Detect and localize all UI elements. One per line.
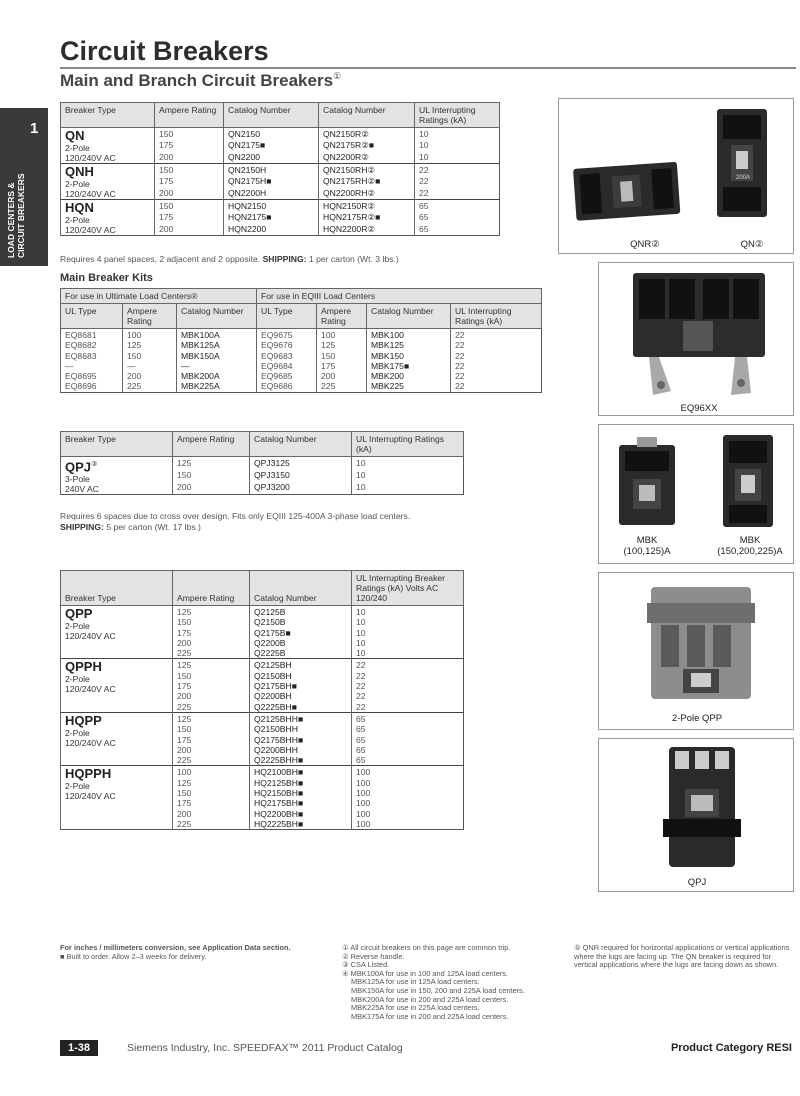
caption-mbk-2: MBK (150,200,225)A <box>717 535 783 557</box>
publisher-text: Siemens Industry, Inc. SPEEDFAX™ 2011 Product Catalog <box>127 1042 403 1054</box>
catalog-number: Q2200BHH <box>250 745 352 755</box>
table-row <box>61 712 464 724</box>
catalog-number-r: HQN2150R② <box>319 200 415 213</box>
catalog-number: QN2150H <box>224 164 319 177</box>
catalog-number-r: HQN2175R②■ <box>319 212 415 223</box>
kits-cell: 200 <box>317 371 367 381</box>
breaker-type-name: HQPPH <box>65 766 112 782</box>
catalog-number-r: QN2150RH② <box>319 164 415 177</box>
ul-rating: 10 <box>352 606 464 618</box>
catalog-number: QN2200H <box>224 188 319 200</box>
photo-mbk <box>598 424 794 564</box>
catalog-number: HQ2125BH■ <box>250 778 352 788</box>
kits-cell: MBK200 <box>367 371 451 381</box>
section-tab <box>0 108 48 266</box>
kits-cell: MBK150 <box>367 351 451 361</box>
caption-eq96xx: EQ96XX <box>680 403 718 414</box>
col-catalog-number-r: Catalog Number <box>319 103 415 128</box>
ampere-rating: 225 <box>173 648 250 659</box>
kits-cell: EQ9675 <box>257 329 317 341</box>
ampere-rating: 225 <box>173 702 250 713</box>
kits-cell: — <box>123 361 177 371</box>
table-row <box>61 164 500 177</box>
ul-rating: 22 <box>415 176 500 187</box>
footnote-line: MBK125A for use in 125A load centers. <box>351 977 480 987</box>
kits-cell: 150 <box>317 351 367 361</box>
catalog-number: QPJ3125 <box>250 457 352 471</box>
ampere-rating: 175 <box>173 798 250 808</box>
ampere-rating: 200 <box>155 188 224 200</box>
qpp-col-header: Breaker Type <box>61 571 173 606</box>
breaker-type-cell <box>61 659 173 712</box>
kits-eqiii-head: For use in EQIII Load Centers <box>257 289 542 304</box>
catalog-number: HQ2150BH■ <box>250 788 352 798</box>
ul-rating: 100 <box>352 809 464 819</box>
ampere-rating: 125 <box>173 457 250 471</box>
ul-rating: 10 <box>415 128 500 141</box>
qpj-col-header: Catalog Number <box>250 432 352 457</box>
catalog-number: QPJ3150 <box>250 470 352 482</box>
product-category: Product Category RESI <box>670 1042 792 1054</box>
kits-cell: 22 <box>451 351 542 361</box>
catalog-number: QN2175H■ <box>224 176 319 187</box>
footnote-left: For inches / millimeters conversion, see Application Data section. ■ Built to order. Allow 2–3 weeks for delivery. <box>60 943 291 961</box>
col-breaker-type: Breaker Type <box>61 103 155 128</box>
kits-cell: MBK100A <box>177 329 257 341</box>
kits-col-header: UL Type <box>257 304 317 329</box>
kits-heading: Main Breaker Kits <box>60 272 153 284</box>
catalog-number: Q2125BHH■ <box>250 712 352 724</box>
caption-mbk-1: MBK (100,125)A <box>623 535 671 557</box>
breaker-type-name: QNH <box>65 164 94 179</box>
kits-cell: EQ9684 <box>257 361 317 371</box>
kits-cell: 22 <box>451 361 542 371</box>
catalog-number: HQ2175BH■ <box>250 798 352 808</box>
ul-rating: 10 <box>352 457 464 471</box>
breaker-type-cell <box>61 606 173 659</box>
ampere-rating: 125 <box>173 606 250 618</box>
ampere-rating: 225 <box>173 819 250 830</box>
page-subtitle: Main and Branch Circuit Breakers① <box>60 71 342 90</box>
breaker-type-name: HQN <box>65 200 94 215</box>
caption-qpp: 2-Pole QPP <box>671 713 723 724</box>
kits-cell: EQ8695 <box>61 371 123 381</box>
kits-col-header: Ampere Rating <box>123 304 177 329</box>
catalog-number-r: QN2200RH② <box>319 188 415 200</box>
section-tab-label: LOAD CENTERS & CIRCUIT BREAKERS <box>6 173 26 258</box>
ul-rating: 10 <box>415 140 500 151</box>
kits-cell: EQ8682 <box>61 340 123 350</box>
catalog-number: Q2150BH <box>250 671 352 681</box>
breaker-voltage: 120/240V AC <box>65 631 116 641</box>
footnote-right: ⑤ QNR required for horizontal applications or vertical applications where the lugs are facing up. The QN breaker is required for vertical applications where the lugs are facing down as shown. <box>574 943 790 970</box>
kits-cell: MBK100 <box>367 329 451 341</box>
breaker-voltage: 120/240V AC <box>65 684 116 695</box>
table-row <box>61 340 542 350</box>
footnote-line: ④ MBK100A for use in 100 and 125A load centers. <box>342 968 509 978</box>
kits-cell: 225 <box>317 381 367 392</box>
qpp-illustration <box>599 573 795 731</box>
catalog-number: Q2125BH <box>250 659 352 671</box>
catalog-number: Q2175BH■ <box>250 681 352 691</box>
ampere-rating: 175 <box>155 212 224 223</box>
catalog-number: Q2200B <box>250 638 352 648</box>
ampere-rating: 200 <box>173 638 250 648</box>
ul-rating: 100 <box>352 798 464 808</box>
photo-eq96xx <box>598 262 794 416</box>
breaker-type-name: HQPP <box>65 712 102 728</box>
breaker-poles: 2-Pole <box>65 621 90 631</box>
catalog-number-r: QN2200R② <box>319 152 415 164</box>
main-breaker-kits-table <box>60 288 542 393</box>
footnote-line: MBK150A for use in 150, 200 and 225A load centers. <box>351 985 525 995</box>
breaker-voltage: 120/240V AC <box>65 791 116 802</box>
table-row <box>61 457 464 471</box>
ampere-rating: 150 <box>173 470 250 482</box>
catalog-number-r: QN2150R② <box>319 128 415 141</box>
catalog-number: HQN2150 <box>224 200 319 213</box>
breaker-voltage: 240V AC <box>65 484 99 495</box>
ul-rating: 65 <box>352 712 464 724</box>
page-number: 1-38 <box>60 1040 98 1056</box>
ampere-rating: 125 <box>173 712 250 724</box>
kits-cell: MBK150A <box>177 351 257 361</box>
kits-cell: 125 <box>317 340 367 350</box>
catalog-number: HQN2200 <box>224 224 319 236</box>
kits-col-header: UL Type <box>61 304 123 329</box>
caption-qpj: QPJ <box>687 877 707 888</box>
breaker-poles: 3-Pole <box>65 474 90 485</box>
ampere-rating: 175 <box>173 681 250 691</box>
catalog-number: Q2225B <box>250 648 352 659</box>
qn-breaker-illustration <box>559 99 795 255</box>
catalog-number: QPJ3200 <box>250 482 352 495</box>
ul-rating: 100 <box>352 819 464 830</box>
ul-rating: 65 <box>352 755 464 766</box>
catalog-number: Q2150BHH <box>250 724 352 734</box>
kits-cell: 22 <box>451 371 542 381</box>
qpp-col-header: Catalog Number <box>250 571 352 606</box>
breaker-type-cell <box>61 164 155 200</box>
catalog-number: QN2150 <box>224 128 319 141</box>
photo-qpp <box>598 572 794 730</box>
ampere-rating: 125 <box>173 659 250 671</box>
breaker-type-cell <box>61 712 173 765</box>
ul-rating: 65 <box>352 745 464 755</box>
kits-col-header: UL Interrupting Ratings (kA) <box>451 304 542 329</box>
section-number: 1 <box>30 120 39 137</box>
breaker-type-cell <box>61 766 173 830</box>
breaker-voltage: 120/240V AC <box>65 225 116 235</box>
breaker-poles: 2-Pole <box>65 143 90 153</box>
ampere-rating: 150 <box>173 617 250 627</box>
kits-cell: 100 <box>123 329 177 341</box>
catalog-number-r: QN2175R②■ <box>319 140 415 151</box>
catalog-number: Q2175BHH■ <box>250 735 352 745</box>
qpj-col-header: Ampere Rating <box>173 432 250 457</box>
table-row <box>61 200 500 213</box>
table-row <box>61 659 464 671</box>
qn-breaker-table <box>60 102 500 236</box>
footnote-line: MBK225A for use in 225A load centers. <box>351 1003 480 1013</box>
breaker-type-cell <box>61 200 155 236</box>
kits-cell: EQ9686 <box>257 381 317 392</box>
table-row <box>61 329 542 341</box>
table-row <box>61 371 542 381</box>
footnote-line: ② Reverse handle. <box>342 951 405 961</box>
ul-rating: 10 <box>352 648 464 659</box>
kits-cell: 200 <box>123 371 177 381</box>
ul-rating: 10 <box>352 482 464 495</box>
kits-cell: EQ9676 <box>257 340 317 350</box>
ul-rating: 65 <box>415 212 500 223</box>
catalog-number: Q2175B■ <box>250 628 352 638</box>
catalog-number-r: QN2175RH②■ <box>319 176 415 187</box>
col-ul-rating: UL Interrupting Ratings (kA) <box>415 103 500 128</box>
table-row <box>61 361 542 371</box>
ul-rating: 10 <box>352 638 464 648</box>
breaker-type-name: QN <box>65 128 85 143</box>
col-ampere-rating: Ampere Rating <box>155 103 224 128</box>
qpj-note: Requires 6 spaces due to cross over design. Fits only EQIII 125-400A 3-phase load centers. SHIPPING: 5 per carton (Wt. 17 lbs.) <box>60 511 411 532</box>
kits-cell: 125 <box>123 340 177 350</box>
breaker-type-cell <box>61 128 155 164</box>
catalog-number: QN2175■ <box>224 140 319 151</box>
ampere-rating: 125 <box>173 778 250 788</box>
breaker-type-name: QPPH <box>65 659 102 675</box>
breaker-poles: 2-Pole <box>65 727 90 738</box>
kits-cell: MBK200A <box>177 371 257 381</box>
kits-cell: EQ8696 <box>61 381 123 392</box>
kits-cell: 150 <box>123 351 177 361</box>
caption-qnr: QNR② <box>630 239 660 250</box>
ul-rating: 22 <box>415 164 500 177</box>
ul-rating: 100 <box>352 766 464 778</box>
ul-rating: 65 <box>352 735 464 745</box>
ul-rating: 100 <box>352 778 464 788</box>
eq96xx-illustration <box>599 263 795 417</box>
ul-rating: 22 <box>415 188 500 200</box>
caption-qn: QN② <box>740 239 764 250</box>
ampere-rating: 200 <box>173 809 250 819</box>
ampere-rating: 200 <box>155 224 224 236</box>
ampere-rating: 175 <box>173 628 250 638</box>
kits-cell: EQ9683 <box>257 351 317 361</box>
breaker-voltage: 120/240V AC <box>65 189 116 199</box>
breaker-voltage: 120/240V AC <box>65 153 116 163</box>
ampere-rating: 150 <box>155 164 224 177</box>
ul-rating: 100 <box>352 788 464 798</box>
kits-cell: — <box>177 361 257 371</box>
ampere-rating: 150 <box>173 671 250 681</box>
ampere-rating: 150 <box>155 200 224 213</box>
catalog-number: Q2125B <box>250 606 352 618</box>
footnote-line: MBK175A for use in 200 and 225A load centers. <box>351 1011 509 1021</box>
catalog-number: Q2225BH■ <box>250 702 352 713</box>
qpj-breaker-table <box>60 431 464 495</box>
kits-cell: 22 <box>451 340 542 350</box>
ul-rating: 10 <box>352 628 464 638</box>
kits-cell: MBK175■ <box>367 361 451 371</box>
breaker-poles: 2-Pole <box>65 781 90 792</box>
ampere-rating: 150 <box>173 724 250 734</box>
kits-cell: MBK225A <box>177 381 257 392</box>
catalog-number: HQ2200BH■ <box>250 809 352 819</box>
photo-qn-breakers <box>558 98 794 254</box>
breaker-poles: 2-Pole <box>65 179 90 189</box>
ul-rating: 65 <box>415 200 500 213</box>
kits-cell: 100 <box>317 329 367 341</box>
kits-cell: 22 <box>451 381 542 392</box>
catalog-number-r: HQN2200R② <box>319 224 415 236</box>
catalog-number: Q2150B <box>250 617 352 627</box>
catalog-number: QN2200 <box>224 152 319 164</box>
breaker-type-name: QPJ③ <box>65 459 98 475</box>
kits-col-header: Catalog Number <box>367 304 451 329</box>
catalog-number: Q2225BHH■ <box>250 755 352 766</box>
qpp-breaker-table <box>60 570 464 830</box>
breaker-poles: 2-Pole <box>65 215 90 225</box>
ampere-rating: 175 <box>155 176 224 187</box>
qpj-col-header: UL Interrupting Ratings (kA) <box>352 432 464 457</box>
footnote-line: MBK200A for use in 200 and 225A load centers. <box>351 994 509 1004</box>
ampere-rating: 175 <box>155 140 224 151</box>
ul-rating: 22 <box>352 659 464 671</box>
ul-rating: 10 <box>415 152 500 164</box>
kits-ultimate-head: For use in Ultimate Load Centers® <box>61 289 257 304</box>
ampere-rating: 200 <box>173 745 250 755</box>
kits-col-header: Ampere Rating <box>317 304 367 329</box>
kits-cell: EQ8683 <box>61 351 123 361</box>
qpj-illustration <box>599 739 795 893</box>
kits-cell: 175 <box>317 361 367 371</box>
ul-rating: 65 <box>415 224 500 236</box>
footnote-middle <box>342 944 566 1021</box>
col-catalog-number: Catalog Number <box>224 103 319 128</box>
kits-cell: EQ8681 <box>61 329 123 341</box>
breaker-poles: 2-Pole <box>65 674 90 685</box>
breaker-type-name: QPP <box>65 606 93 621</box>
kits-cell: MBK125 <box>367 340 451 350</box>
title-rule <box>60 67 796 69</box>
kits-cell: EQ9685 <box>257 371 317 381</box>
table-row <box>61 128 500 141</box>
ul-rating: 22 <box>352 681 464 691</box>
ul-rating: 65 <box>352 724 464 734</box>
table1-note: Requires 4 panel spaces, 2 adjacent and 2 opposite. SHIPPING: 1 per carton (Wt. 3 lbs.) <box>60 254 399 264</box>
page-title: Circuit Breakers <box>60 36 269 66</box>
ampere-rating: 100 <box>173 766 250 778</box>
ul-rating: 22 <box>352 671 464 681</box>
kits-cell: MBK125A <box>177 340 257 350</box>
ampere-rating: 200 <box>155 152 224 164</box>
catalog-number: HQN2175■ <box>224 212 319 223</box>
qpp-col-header: Ampere Rating <box>173 571 250 606</box>
table-row <box>61 606 464 618</box>
qpp-col-header: UL Interrupting Breaker Ratings (kA) Volts AC 120/240 <box>352 571 464 606</box>
kits-cell: 22 <box>451 329 542 341</box>
footnote-line: ① All circuit breakers on this page are common trip. <box>342 943 511 952</box>
kits-cell: MBK225 <box>367 381 451 392</box>
ampere-rating: 150 <box>173 788 250 798</box>
catalog-number: Q2200BH <box>250 691 352 701</box>
table-row <box>61 766 464 778</box>
photo-qpj <box>598 738 794 892</box>
svg-text:200A: 200A <box>735 175 751 181</box>
ul-rating: 22 <box>352 691 464 701</box>
ul-rating: 22 <box>352 702 464 713</box>
breaker-type-cell <box>61 457 173 495</box>
breaker-voltage: 120/240V AC <box>65 737 116 748</box>
catalog-number: HQ2100BH■ <box>250 766 352 778</box>
ampere-rating: 175 <box>173 735 250 745</box>
kits-cell: 225 <box>123 381 177 392</box>
table-row <box>61 351 542 361</box>
ampere-rating: 200 <box>173 482 250 495</box>
footnote-line: ③ CSA Listed. <box>342 960 390 970</box>
ampere-rating: 225 <box>173 755 250 766</box>
catalog-number: HQ2225BH■ <box>250 819 352 830</box>
qpj-col-header: Breaker Type <box>61 432 173 457</box>
ul-rating: 10 <box>352 470 464 482</box>
kits-col-header: Catalog Number <box>177 304 257 329</box>
ampere-rating: 150 <box>155 128 224 141</box>
ul-rating: 10 <box>352 617 464 627</box>
table-row <box>61 381 542 392</box>
ampere-rating: 200 <box>173 691 250 701</box>
kits-cell: — <box>61 361 123 371</box>
